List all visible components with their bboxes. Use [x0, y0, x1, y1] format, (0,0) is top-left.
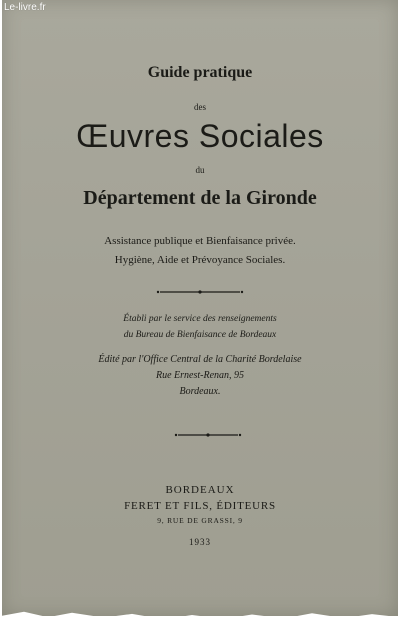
title-line-des: des	[194, 102, 206, 112]
publisher-name: FERET ET FILS, ÉDITEURS	[124, 500, 276, 512]
credit-line-4: Rue Ernest-Renan, 95	[155, 370, 245, 381]
credit-line-5: Bordeaux.	[179, 386, 221, 397]
credit-line-3: Édité par l'Office Central de la Charité Bordelaise	[98, 354, 302, 365]
publisher-city: BORDEAUX	[165, 484, 235, 496]
title-line-departement: Département de la Gironde	[83, 187, 317, 209]
credit-line-1: Établi par le service des renseignements	[123, 314, 277, 324]
ornamental-rule-bottom	[0, 430, 400, 440]
ornamental-rule-top	[0, 287, 400, 297]
subtitle-line-2: Hygiène, Aide et Prévoyance Sociales.	[114, 254, 286, 266]
publisher-address: 9, RUE DE GRASSI, 9	[157, 516, 243, 525]
publication-year: 1933	[189, 537, 211, 547]
title-line-du: du	[195, 165, 205, 175]
main-title: Œuvres Sociales	[76, 118, 324, 154]
credit-line-2: du Bureau de Bienfaisance de Bordeaux	[123, 330, 277, 340]
watermark-text: Le-livre.fr	[4, 2, 46, 13]
subtitle-line-1: Assistance publique et Bienfaisance privée.	[104, 235, 296, 247]
title-line-guide: Guide pratique	[147, 64, 253, 81]
